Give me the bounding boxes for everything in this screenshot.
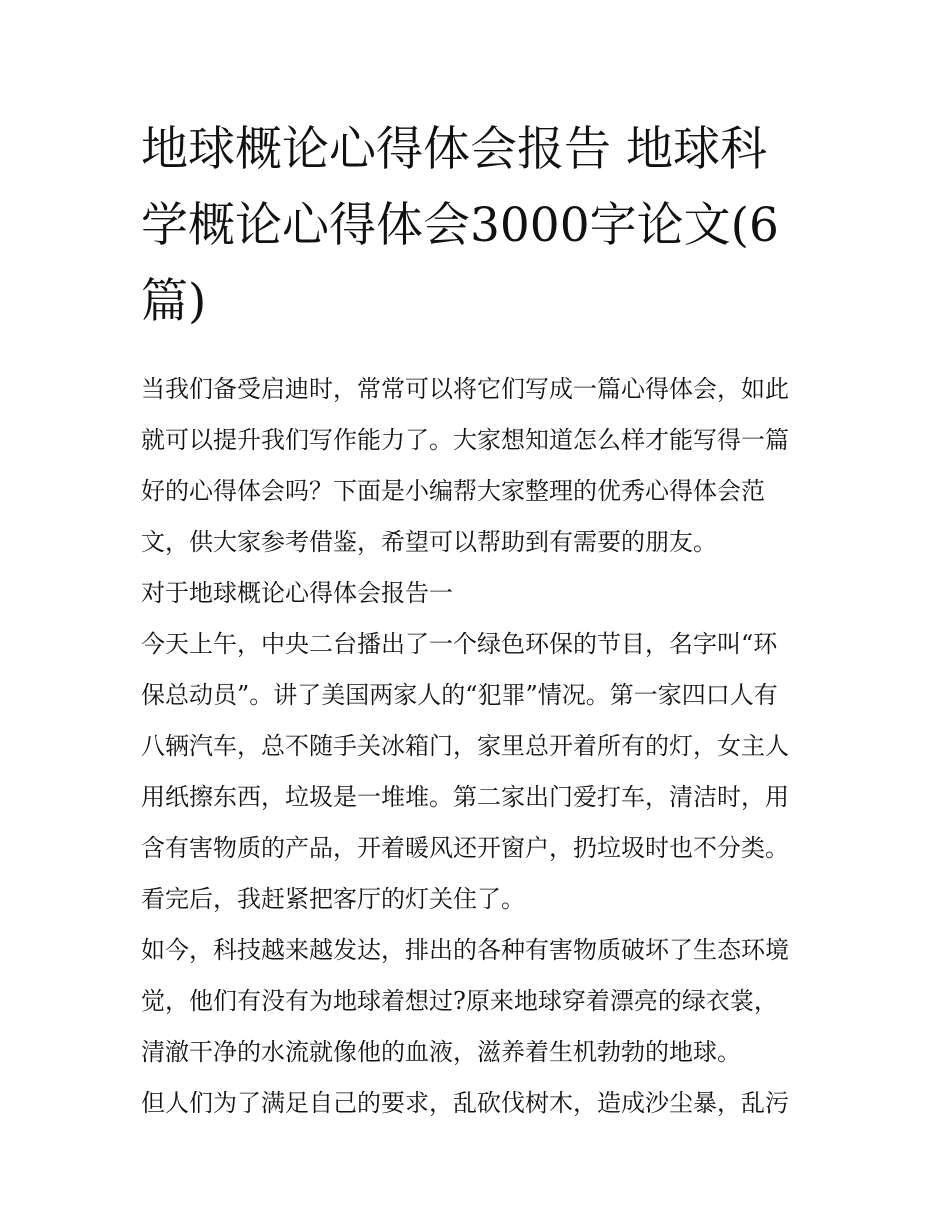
text-line: 看完后，我赶紧把客厅的灯关住了。 — [141, 885, 525, 913]
text-line: 当我们备受启迪时，常常可以将它们写成一篇心得体会，如此 — [141, 375, 789, 403]
document-body — [141, 364, 816, 1129]
text-line: 就可以提升我们写作能力了。大家想知道怎么样才能写得一篇 — [141, 426, 789, 454]
body-paragraph — [141, 619, 816, 925]
body-paragraph — [141, 925, 816, 1078]
text-line: 八辆汽车，总不随手关冰箱门，家里总开着所有的灯，女主人 — [141, 732, 789, 760]
section-heading — [141, 568, 816, 619]
text-line: 清澈干净的水流就像他的血液，滋养着生机勃勃的地球。 — [141, 1038, 741, 1066]
text-line: 但人们为了满足自己的要求，乱砍伐树木，造成沙尘暴，乱污 — [141, 1089, 789, 1117]
body-paragraph — [141, 1078, 816, 1129]
text-line: 保总动员”。讲了美国两家人的“犯罪”情况。第一家四口人有 — [141, 681, 778, 709]
text-line: 对于地球概论心得体会报告一 — [141, 579, 453, 607]
text-line: 今天上午，中央二台播出了一个绿色环保的节目，名字叫“环 — [141, 630, 778, 658]
text-line: 好的心得体会吗？下面是小编帮大家整理的优秀心得体会范 — [141, 477, 765, 505]
document-title — [141, 112, 816, 340]
title-line: 学概论心得体会3000字论文(6 — [141, 198, 779, 253]
text-line: 含有害物质的产品，开着暖风还开窗户，扔垃圾时也不分类。 — [141, 834, 789, 862]
intro-paragraph — [141, 364, 816, 568]
text-line: 用纸擦东西，垃圾是一堆堆。第二家出门爱打车，清洁时，用 — [141, 783, 789, 811]
title-line: 地球概论心得体会报告 地球科 — [141, 122, 767, 177]
title-line: 篇) — [141, 274, 207, 329]
document-page — [141, 112, 816, 1129]
text-line: 觉，他们有没有为地球着想过?原来地球穿着漂亮的绿衣裳， — [141, 987, 778, 1015]
text-line: 文，供大家参考借鉴，希望可以帮助到有需要的朋友。 — [141, 528, 717, 556]
text-line: 如今，科技越来越发达，排出的各种有害物质破坏了生态环境 — [141, 936, 789, 964]
